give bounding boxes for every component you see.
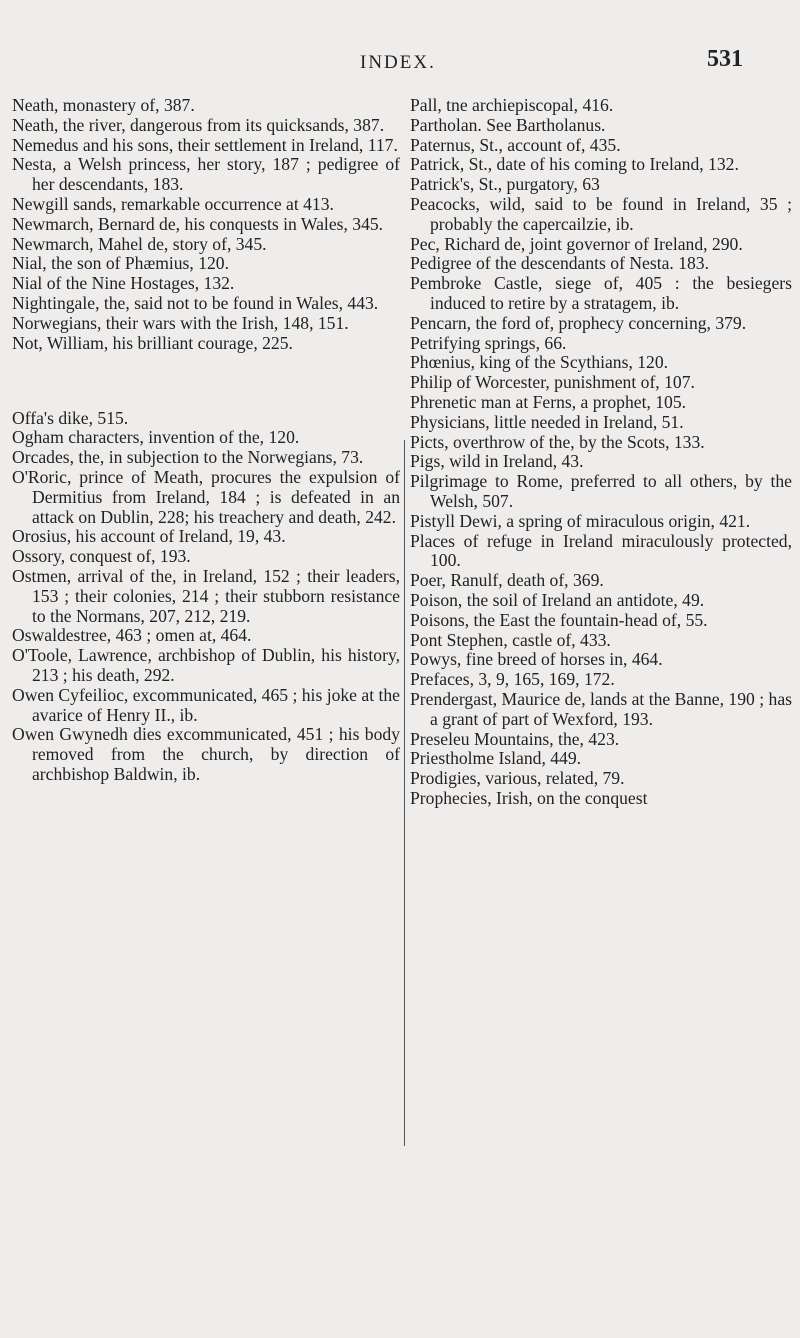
index-entry: Pec, Richard de, joint governor of Ireland, 290. <box>410 233 743 254</box>
index-entry: Oswaldestree, 463 ; omen at, 464. <box>12 625 252 646</box>
index-column-right <box>410 96 792 809</box>
index-entry: Newgill sands, remarkable occurrence at 413. <box>12 193 334 214</box>
index-entry: Pigs, wild in Ireland, 43. <box>410 451 584 472</box>
index-entry: Poer, Ranulf, death of, 369. <box>410 570 604 591</box>
index-entry: Priestholme Island, 449. <box>410 748 582 769</box>
index-entry: Neath, the river, dangerous from its quicksands, 387. <box>12 114 385 135</box>
index-entry: Nial, the son of Phæmius, 120. <box>12 253 229 274</box>
page-header <box>0 46 800 86</box>
index-entry: Patrick, St., date of his coming to Ireland, 132. <box>410 154 739 175</box>
index-entry: Orcades, the, in subjection to the Norwegians, 73. <box>12 447 364 468</box>
index-entry: Paternus, St., account of, 435. <box>410 134 621 155</box>
index-entry: Nial of the Nine Hostages, 132. <box>12 273 235 294</box>
index-entry: Owen Cyfeilioc, excommunicated, 465 ; his joke at the avarice of Henry II., ib. <box>12 684 400 725</box>
index-entry: Prophecies, Irish, on the conquest <box>410 787 648 808</box>
index-entry: Pedigree of the descendants of Nesta. 183. <box>410 253 709 274</box>
index-entry: Poison, the soil of Ireland an antidote, 49. <box>410 589 705 610</box>
index-entry: Peacocks, wild, said to be found in Ireland, 35 ; probably the capercailzie, ib. <box>410 193 792 234</box>
index-entry: O'Toole, Lawrence, archbishop of Dublin, his history, 213 ; his death, 292. <box>12 645 400 685</box>
index-entry: Orosius, his account of Ireland, 19, 43. <box>12 526 286 547</box>
index-entry: Norwegians, their wars with the Irish, 148, 151. <box>12 312 349 333</box>
index-entry: Newmarch, Bernard de, his conquests in Wales, 345. <box>12 213 384 234</box>
index-entry: Nightingale, the, said not to be found in Wales, 443. <box>12 292 379 313</box>
index-entry: Ostmen, arrival of the, in Ireland, 152 ; their leaders, 153 ; their colonies, 214 ; their stubborn resistance to the Normans, 207, 212, 219. <box>12 565 400 626</box>
index-entry: Prefaces, 3, 9, 165, 169, 172. <box>410 669 615 690</box>
index-entry: Philip of Worcester, punishment of, 107. <box>410 372 695 393</box>
index-entry: Prendergast, Maurice de, lands at the Banne, 190 ; has a grant of part of Wexford, 193. <box>410 688 792 729</box>
index-entry: Petrifying springs, 66. <box>410 332 567 353</box>
index-entry: O'Roric, prince of Meath, procures the expulsion of Dermitius from Ireland, 184 ; is defeated in an attack on Dublin, 228; his treachery and death, 242. <box>12 466 400 527</box>
index-entry: Picts, overthrow of the, by the Scots, 133. <box>410 431 705 452</box>
index-entry: Patrick's, St., purgatory, 63 <box>410 174 600 195</box>
index-entry: Prodigies, various, related, 79. <box>410 768 625 789</box>
running-title: INDEX. <box>360 52 436 73</box>
index-entry: Ogham characters, invention of the, 120. <box>12 427 300 448</box>
index-entry: Phrenetic man at Ferns, a prophet, 105. <box>410 391 687 412</box>
column-divider <box>404 440 405 1146</box>
index-entry: Places of refuge in Ireland miraculously protected, 100. <box>410 530 792 571</box>
index-entry: Not, William, his brilliant courage, 225. <box>12 332 293 353</box>
index-entry: Partholan. See Bartholanus. <box>410 114 606 135</box>
index-entry: Pilgrimage to Rome, preferred to all others, by the Welsh, 507. <box>410 471 792 511</box>
index-entry: Owen Gwynedh dies excommunicated, 451 ; his body removed from the church, by direction of archbishop Baldwin, ib. <box>12 724 400 784</box>
index-entry: Poisons, the East the fountain-head of, 55. <box>410 609 708 630</box>
index-entry: Powys, fine breed of horses in, 464. <box>410 649 663 670</box>
index-entry: Ossory, conquest of, 193. <box>12 546 191 567</box>
index-entry: Newmarch, Mahel de, story of, 345. <box>12 233 267 254</box>
page-number: 531 <box>707 46 743 72</box>
index-entry: Nemedus and his sons, their settlement in Ireland, 117. <box>12 134 398 155</box>
index-entry: Neath, monastery of, 387. <box>12 95 195 115</box>
index-entry: Phœnius, king of the Scythians, 120. <box>410 352 669 373</box>
index-entry: Physicians, little needed in Ireland, 51. <box>410 411 684 432</box>
index-entry: Pencarn, the ford of, prophecy concerning, 379. <box>410 312 747 333</box>
index-entry: Pont Stephen, castle of, 433. <box>410 629 611 650</box>
index-entry: Pall, tne archiepiscopal, 416. <box>410 95 614 115</box>
index-entry: Nesta, a Welsh princess, her story, 187 ; pedigree of her descendants, 183. <box>12 154 400 195</box>
section-gap <box>12 371 400 391</box>
index-entry: Offa's dike, 515. <box>12 407 129 428</box>
index-entry: Pistyll Dewi, a spring of miraculous origin, 421. <box>410 510 751 531</box>
index-column-left <box>12 96 400 785</box>
index-entry: Preseleu Mountains, the, 423. <box>410 728 620 749</box>
index-entry: Pembroke Castle, siege of, 405 : the besiegers induced to retire by a stratagem, ib. <box>410 273 792 313</box>
